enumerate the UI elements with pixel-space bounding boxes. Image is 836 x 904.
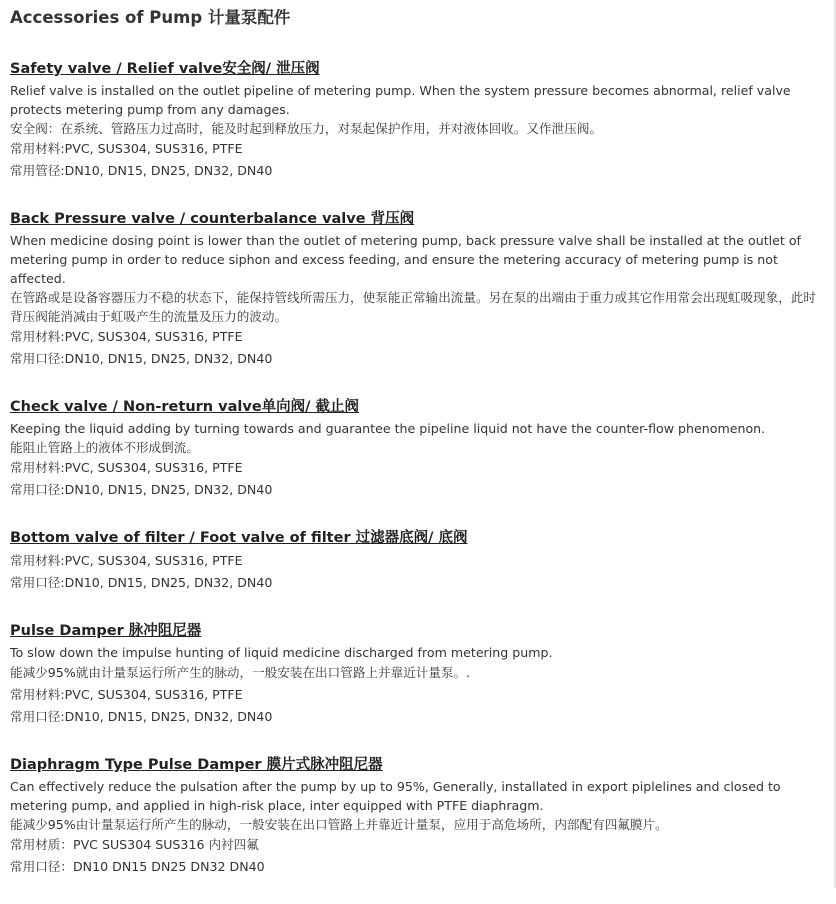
material-spec: 常用材料:PVC, SUS304, SUS316, PTFE (10, 553, 243, 568)
description-en: Can effectively reduce the pulsation after the pump by up to 95%, Generally, installated in export piplelines and closed to metering pump, and applied in high-risk place, inter equipped with PTFE diaphragm. (10, 779, 781, 813)
description-en: Keeping the liquid adding by turning towards and guarantee the pipeline liquid not have the counter-flow phenomenon. (10, 421, 766, 436)
section-heading: Check valve / Non-return valve单向阀/ 截止阀 (10, 399, 360, 415)
article-content (10, 6, 816, 904)
description-en: Relief valve is installed on the outlet pipeline of metering pump. When the system pressure becomes abnormal, relief valve protects metering pump from any damages. (10, 83, 791, 117)
material-spec: 常用材料:PVC, SUS304, SUS316, PTFE (10, 687, 243, 702)
diameter-spec: 常用口径：DN10 DN15 DN25 DN32 DN40 (10, 859, 265, 874)
description-en: When medicine dosing point is lower than the outlet of metering pump, back pressure valve shall be installed at the outlet of metering pump in order to reduce siphon and excess feeding, and ensure the metering accuracy of metering pump is not affected. (10, 233, 801, 286)
material-spec: 常用材料:PVC, SUS304, SUS316, PTFE (10, 460, 243, 475)
description-zh: 在管路或是设备容器压力不稳的状态下，能保持管线所需压力，使泵能正常输出流量。另在泵的出端由于重力或其它作用常会出现虹吸现象，此时背压阀能消减由于虹吸产生的流量及压力的波动。 (10, 290, 816, 324)
diameter-spec: 常用口径:DN10, DN15, DN25, DN32, DN40 (10, 351, 273, 366)
material-spec: 常用材料:PVC, SUS304, SUS316, PTFE (10, 329, 243, 344)
material-spec: 常用材质：PVC SUS304 SUS316 内衬四氟 (10, 837, 259, 852)
section-foot-valve (10, 527, 816, 594)
diameter-spec: 常用口径:DN10, DN15, DN25, DN32, DN40 (10, 482, 273, 497)
description-en: To slow down the impulse hunting of liquid medicine discharged from metering pump. (10, 645, 553, 660)
diameter-spec: 常用口径:DN10, DN15, DN25, DN32, DN40 (10, 709, 273, 724)
section-heading: Bottom valve of filter / Foot valve of filter 过滤器底阀/ 底阀 (10, 530, 468, 546)
section-check-valve (10, 396, 816, 501)
section-pulse-damper (10, 620, 816, 728)
diameter-spec: 常用口径:DN10, DN15, DN25, DN32, DN40 (10, 575, 273, 590)
description-zh: 能减少95%就由计量泵运行所产生的脉动，一般安装在出口管路上并靠近计量泵。. (10, 665, 471, 680)
section-safety-valve (10, 58, 816, 182)
section-heading: Pulse Damper 脉冲阻尼器 (10, 623, 202, 639)
description-zh: 能阻止管路上的液体不形成倒流。 (10, 440, 199, 455)
section-diaphragm-pulse-damper (10, 754, 816, 878)
description-zh: 能减少95%由计量泵运行所产生的脉动，一般安装在出口管路上并靠近计量泵，应用于高危场所，内部配有四氟膜片。 (10, 817, 668, 832)
material-spec: 常用材料:PVC, SUS304, SUS316, PTFE (10, 141, 243, 156)
section-heading: Back Pressure valve / counterbalance valve 背压阀 (10, 211, 415, 227)
section-heading: Safety valve / Relief valve安全阀/ 泄压阀 (10, 61, 320, 77)
section-heading: Diaphragm Type Pulse Damper 膜片式脉冲阻尼器 (10, 757, 383, 773)
description-zh: 安全阀：在系统、管路压力过高时，能及时起到释放压力，对泵起保护作用，并对液体回收。又作泄压阀。 (10, 121, 602, 136)
section-back-pressure-valve (10, 208, 816, 370)
diameter-spec: 常用管径:DN10, DN15, DN25, DN32, DN40 (10, 163, 273, 178)
page-title: Accessories of Pump 计量泵配件 (10, 8, 291, 27)
